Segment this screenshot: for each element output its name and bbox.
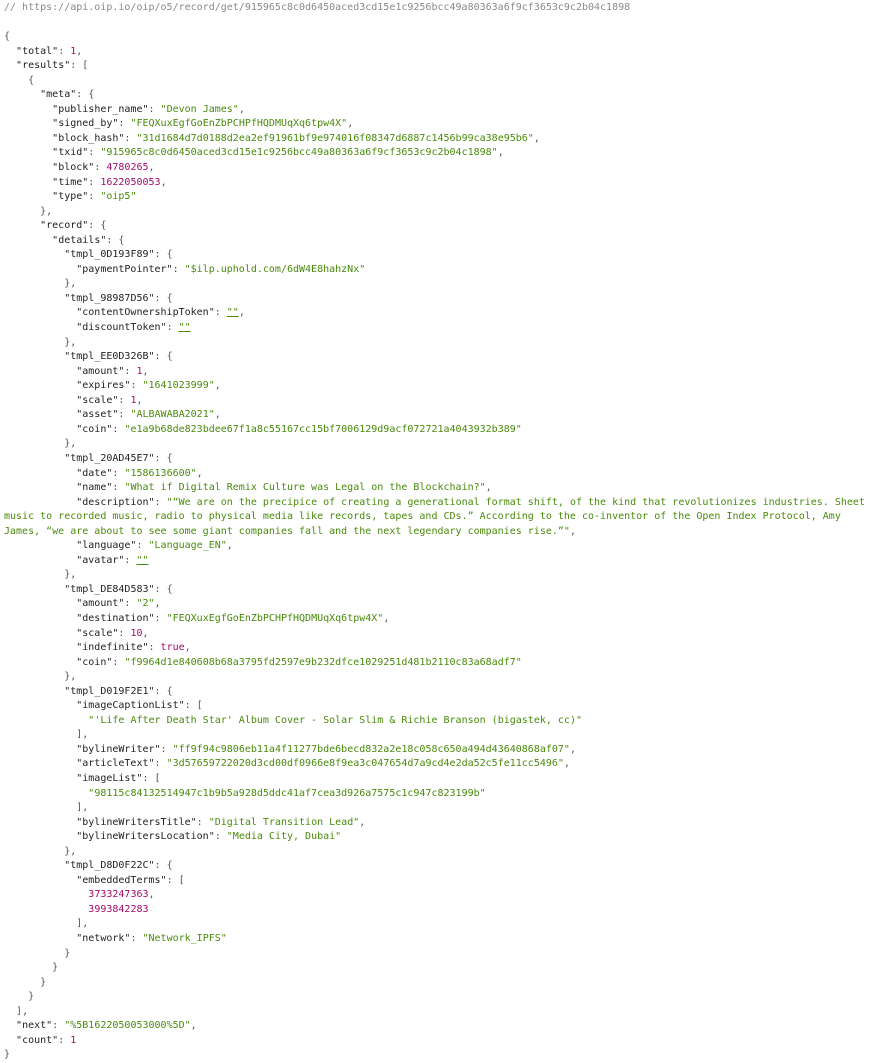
- json-punctuation: ,: [383, 612, 390, 624]
- json-punctuation: ,: [214, 409, 221, 421]
- json-key: "discountToken": [76, 322, 167, 334]
- json-string-value: "98115c84132514947c1b9b5a928d5ddc41af7cea3d926a7575c1c947c823199b": [88, 787, 486, 799]
- json-line: [4, 423, 876, 438]
- fold-toggle[interactable]: [: [196, 700, 203, 712]
- json-punctuation: :: [154, 860, 167, 872]
- json-key: "tmpl_D019F2E1": [64, 685, 155, 697]
- json-line: [4, 888, 876, 903]
- json-punctuation: :: [106, 234, 119, 246]
- json-line: [4, 743, 876, 758]
- json-key: "amount": [76, 598, 125, 610]
- json-key: "tmpl_D8D0F22C": [64, 860, 155, 872]
- json-punctuation: :: [118, 118, 131, 130]
- json-punctuation: :: [58, 45, 71, 57]
- json-line: [4, 190, 876, 205]
- json-line: [4, 117, 876, 132]
- json-line: [4, 350, 876, 365]
- json-line: [4, 277, 876, 292]
- json-number-value: 1: [130, 394, 137, 406]
- json-punctuation: ,: [82, 729, 89, 741]
- json-punctuation: :: [214, 307, 227, 319]
- json-key: "details": [52, 234, 107, 246]
- json-line: [4, 248, 876, 263]
- json-key: "paymentPointer": [76, 263, 173, 275]
- json-punctuation: ,: [154, 598, 161, 610]
- fold-toggle[interactable]: ]: [16, 1005, 23, 1017]
- json-punctuation: :: [172, 263, 185, 275]
- fold-toggle[interactable]: {: [166, 292, 173, 304]
- json-line: [4, 568, 876, 583]
- json-string-value: "": [178, 322, 191, 334]
- json-punctuation: :: [124, 598, 137, 610]
- json-punctuation: :: [124, 365, 137, 377]
- json-line: [4, 859, 876, 874]
- fold-toggle[interactable]: {: [166, 860, 173, 872]
- fold-toggle[interactable]: }: [64, 845, 71, 857]
- json-line: [4, 1005, 876, 1020]
- json-key: "imageList": [76, 772, 143, 784]
- json-punctuation: :: [154, 292, 167, 304]
- json-punctuation: ,: [70, 671, 77, 683]
- json-string-value: "Media City, Dubai": [226, 831, 342, 843]
- json-key: "txid": [52, 147, 89, 159]
- fold-toggle[interactable]: }: [52, 962, 59, 974]
- json-line: [4, 627, 876, 642]
- json-line: [4, 219, 876, 234]
- json-punctuation: ,: [46, 205, 53, 217]
- json-punctuation: ,: [148, 162, 155, 174]
- json-key: "tmpl_98987D56": [64, 292, 155, 304]
- fold-toggle[interactable]: {: [4, 31, 11, 43]
- json-punctuation: :: [88, 176, 101, 188]
- json-key: "network": [76, 933, 131, 944]
- fold-toggle[interactable]: ]: [76, 918, 83, 930]
- json-punctuation: :: [136, 540, 149, 552]
- json-key: "embeddedTerms": [76, 874, 167, 886]
- json-key: "results": [16, 60, 71, 72]
- json-punctuation: ,: [184, 642, 191, 654]
- json-punctuation: :: [112, 467, 125, 479]
- json-string-value: "'Life After Death Star' Album Cover - Solar Slim & Richie Branson (bigastek, cc)": [88, 714, 582, 726]
- json-key: "type": [52, 191, 89, 203]
- json-line: [4, 1034, 876, 1049]
- json-line: [4, 132, 876, 147]
- json-number-value: 3733247363: [88, 889, 149, 901]
- json-line: [4, 656, 876, 671]
- json-string-value: "ALBAWABA2021": [130, 409, 215, 421]
- json-key: "publisher_name": [52, 103, 149, 115]
- fold-toggle[interactable]: {: [166, 351, 173, 363]
- fold-toggle[interactable]: }: [64, 569, 71, 581]
- fold-toggle[interactable]: }: [64, 671, 71, 683]
- json-key: "coin": [76, 423, 113, 435]
- json-line: [4, 554, 876, 569]
- json-line: [4, 379, 876, 394]
- json-key: "coin": [76, 656, 113, 668]
- json-line: [4, 467, 876, 482]
- json-line: [4, 336, 876, 351]
- json-punctuation: :: [154, 685, 167, 697]
- json-key: "tmpl_EE0D326B": [64, 351, 155, 363]
- json-punctuation: :: [130, 380, 143, 392]
- json-string-value: "915965c8c0d6450aced3cd15e1c9256bcc49a80363a6f9cf3653c9c2b04c1898": [100, 147, 498, 159]
- json-line: [4, 161, 876, 176]
- json-line: [4, 88, 876, 103]
- json-punctuation: :: [142, 772, 155, 784]
- json-key: "articleText": [76, 758, 155, 770]
- json-boolean-value: true: [160, 642, 185, 654]
- fold-toggle[interactable]: }: [4, 1049, 11, 1061]
- json-number-value: 10: [130, 627, 143, 639]
- json-punctuation: ,: [142, 365, 149, 377]
- json-punctuation: :: [148, 642, 161, 654]
- json-punctuation: :: [94, 162, 107, 174]
- json-punctuation: :: [118, 409, 131, 421]
- json-line: [4, 612, 876, 627]
- json-punctuation: :: [160, 743, 173, 755]
- json-line: [4, 641, 876, 656]
- fold-toggle[interactable]: {: [100, 220, 107, 232]
- json-punctuation: ,: [148, 889, 155, 901]
- json-punctuation: ,: [226, 540, 233, 552]
- json-string-value: "What if Digital Remix Culture was Legal on the Blockchain?": [124, 482, 486, 494]
- json-number-value: 1: [136, 365, 143, 377]
- fold-toggle[interactable]: }: [64, 947, 71, 959]
- json-number-value: 1622050053: [100, 176, 161, 188]
- json-punctuation: :: [196, 816, 209, 828]
- json-punctuation: :: [154, 452, 167, 464]
- json-punctuation: :: [124, 554, 137, 566]
- json-punctuation: :: [154, 496, 167, 508]
- fold-toggle[interactable]: }: [40, 976, 47, 988]
- json-line: [4, 292, 876, 307]
- json-line: [4, 917, 876, 932]
- fold-toggle[interactable]: [: [154, 772, 161, 784]
- fold-toggle[interactable]: }: [28, 991, 35, 1003]
- fold-toggle[interactable]: ]: [76, 802, 83, 814]
- json-string-value: "f9964d1e840608b68a3795fd2597e9b232dfce1029251d481b2110c83a68adf7": [124, 656, 522, 668]
- json-line: [4, 670, 876, 685]
- json-punctuation: ,: [563, 758, 570, 770]
- json-punctuation: ,: [76, 45, 83, 57]
- json-line: [4, 103, 876, 118]
- json-punctuation: ,: [497, 147, 504, 159]
- json-key: "scale": [76, 394, 119, 406]
- json-punctuation: ,: [347, 118, 354, 130]
- json-key: "avatar": [76, 554, 125, 566]
- json-punctuation: :: [154, 758, 167, 770]
- json-line: [4, 816, 876, 831]
- json-punctuation: :: [88, 147, 101, 159]
- json-punctuation: :: [154, 249, 167, 261]
- json-string-value: "“We are on the precipice of creating a generational format shift, of the kind that revolutionizes industries. Sheet music to recorded music, radio to physical media like records, tapes and CDs.” According to the co-inventor of the Open Index Protocol, Amy James, “we are about to see some giant companies fall and the next legendary companies rise.”": [4, 496, 871, 537]
- fold-toggle[interactable]: {: [118, 234, 125, 246]
- fold-toggle[interactable]: {: [166, 583, 173, 595]
- json-line: [4, 685, 876, 700]
- json-string-value: "FEQXuxEgfGoEnZbPCHPfHQDMUqXq6tpw4X": [166, 612, 384, 624]
- json-key: "tmpl_20AD45E7": [64, 452, 155, 464]
- json-punctuation: :: [70, 60, 83, 72]
- json-key: "tmpl_DE84D583": [64, 583, 155, 595]
- json-string-value: "": [226, 307, 239, 319]
- json-punctuation: ,: [485, 482, 492, 494]
- json-key: "asset": [76, 409, 119, 421]
- json-punctuation: :: [76, 89, 89, 101]
- json-key: "bylineWriter": [76, 743, 161, 755]
- json-key: "indefinite": [76, 642, 149, 654]
- json-string-value: "Digital Transition Lead": [208, 816, 360, 828]
- json-string-value: "": [136, 554, 149, 566]
- json-punctuation: :: [154, 612, 167, 624]
- json-line: [4, 903, 876, 918]
- fold-toggle[interactable]: ]: [76, 729, 83, 741]
- json-line: [4, 845, 876, 860]
- json-line: [4, 30, 876, 45]
- json-tree: [4, 30, 876, 1063]
- json-string-value: "31d1684d7d0188d2ea2ef91961bf9e974016f08347d6887c1456b99ca38e95b6": [136, 132, 534, 144]
- json-line: [4, 597, 876, 612]
- json-punctuation: ,: [238, 307, 245, 319]
- json-key: "bylineWritersTitle": [76, 816, 197, 828]
- json-line: [4, 234, 876, 249]
- request-url-comment: // https://api.oip.io/oip/o5/record/get/915965c8c0d6450aced3cd15e1c9256bcc49a80363a6f9cf3653c9c2b04c1898: [4, 2, 631, 13]
- json-punctuation: ,: [190, 1020, 197, 1032]
- json-string-value: "1586136600": [124, 467, 197, 479]
- json-line: [4, 539, 876, 554]
- json-key: "expires": [76, 380, 131, 392]
- fold-toggle[interactable]: }: [64, 336, 71, 348]
- json-punctuation: :: [58, 1034, 71, 1046]
- json-punctuation: :: [112, 482, 125, 494]
- json-line: [4, 263, 876, 278]
- json-string-value: "ff9f94c9806eb11a4f11277bde6becd832a2e18c058c650a494d43640868af07": [172, 743, 570, 755]
- json-string-value: "oip5": [100, 191, 137, 203]
- json-line: [4, 408, 876, 423]
- json-key: "block_hash": [52, 132, 125, 144]
- json-punctuation: ,: [70, 438, 77, 450]
- json-punctuation: ,: [533, 132, 540, 144]
- json-punctuation: :: [124, 132, 137, 144]
- json-key: "language": [76, 540, 137, 552]
- json-punctuation: ,: [82, 802, 89, 814]
- fold-toggle[interactable]: {: [166, 249, 173, 261]
- json-line: [4, 990, 876, 1005]
- json-key: "block": [52, 162, 95, 174]
- fold-toggle[interactable]: {: [28, 74, 35, 86]
- json-line: [4, 1019, 876, 1034]
- json-line: [4, 176, 876, 191]
- json-string-value: "Language_EN": [148, 540, 227, 552]
- json-string-value: "3d57659722020d3cd00df0966e8f9ea3c047654d7a9cd4e2da52c5fe11cc5496": [166, 758, 564, 770]
- json-punctuation: :: [214, 831, 227, 843]
- json-string-value: "%5B1622050053000%5D": [64, 1020, 191, 1032]
- json-line: [4, 481, 876, 496]
- json-punctuation: ,: [569, 525, 576, 537]
- json-punctuation: :: [166, 874, 179, 886]
- json-line: [4, 394, 876, 409]
- json-punctuation: ,: [136, 394, 143, 406]
- fold-toggle[interactable]: {: [166, 452, 173, 464]
- json-line: [4, 321, 876, 336]
- json-punctuation: ,: [70, 569, 77, 581]
- json-line: [4, 583, 876, 598]
- fold-toggle[interactable]: }: [64, 278, 71, 290]
- json-line: [4, 874, 876, 889]
- json-line: [4, 59, 876, 74]
- fold-toggle[interactable]: }: [40, 205, 47, 217]
- json-key: "scale": [76, 627, 119, 639]
- json-number-value: 1: [70, 1034, 77, 1046]
- json-line: [4, 45, 876, 60]
- json-key: "total": [16, 45, 59, 57]
- json-number-value: 3993842283: [88, 903, 149, 915]
- json-string-value: "FEQXuxEgfGoEnZbPCHPfHQDMUqXq6tpw4X": [130, 118, 348, 130]
- json-line: [4, 961, 876, 976]
- json-line: [4, 205, 876, 220]
- json-punctuation: :: [154, 583, 167, 595]
- json-key: "date": [76, 467, 113, 479]
- json-line: [4, 787, 876, 802]
- json-line: [4, 306, 876, 321]
- json-line: [4, 496, 876, 540]
- json-string-value: "Devon James": [160, 103, 239, 115]
- json-line: [4, 830, 876, 845]
- json-punctuation: :: [148, 103, 161, 115]
- fold-toggle[interactable]: [: [178, 874, 185, 886]
- json-line: [4, 146, 876, 161]
- json-string-value: "e1a9b68de823bdee67f1a8c55167cc15bf7006129d9acf072721a4043932b389": [124, 423, 522, 435]
- json-key: "tmpl_0D193F89": [64, 249, 155, 261]
- json-line: [4, 699, 876, 714]
- json-key: "next": [16, 1020, 53, 1032]
- json-punctuation: ,: [70, 278, 77, 290]
- json-punctuation: ,: [569, 743, 576, 755]
- json-punctuation: :: [154, 351, 167, 363]
- json-number-value: 4780265: [106, 162, 149, 174]
- fold-toggle[interactable]: }: [64, 438, 71, 450]
- json-punctuation: :: [118, 627, 131, 639]
- json-key: "signed_by": [52, 118, 119, 130]
- json-key: "meta": [40, 89, 77, 101]
- json-punctuation: :: [88, 191, 101, 203]
- json-number-value: 1: [70, 45, 77, 57]
- json-key: "bylineWritersLocation": [76, 831, 215, 843]
- json-line: [4, 932, 876, 947]
- json-line: [4, 801, 876, 816]
- json-punctuation: :: [112, 656, 125, 668]
- json-punctuation: :: [184, 700, 197, 712]
- json-string-value: "2": [136, 598, 155, 610]
- json-key: "record": [40, 220, 89, 232]
- json-string-value: "Network_IPFS": [142, 933, 227, 944]
- json-line: [4, 365, 876, 380]
- json-line: [4, 772, 876, 787]
- json-punctuation: ,: [214, 380, 221, 392]
- json-punctuation: ,: [142, 627, 149, 639]
- json-line: [4, 452, 876, 467]
- json-line: [4, 757, 876, 772]
- json-key: "imageCaptionList": [76, 700, 185, 712]
- json-line: [4, 437, 876, 452]
- json-key: "name": [76, 482, 113, 494]
- json-key: "contentOwnershipToken": [76, 307, 215, 319]
- json-punctuation: :: [118, 394, 131, 406]
- json-punctuation: ,: [22, 1005, 29, 1017]
- json-punctuation: :: [112, 423, 125, 435]
- json-key: "description": [76, 496, 155, 508]
- json-punctuation: :: [88, 220, 101, 232]
- json-key: "destination": [76, 612, 155, 624]
- json-string-value: "$ilp.uphold.com/6dW4E8hahzNx": [184, 263, 366, 275]
- fold-toggle[interactable]: [: [82, 60, 89, 72]
- json-line: [4, 728, 876, 743]
- json-punctuation: ,: [160, 176, 167, 188]
- json-string-value: "1641023999": [142, 380, 215, 392]
- json-key: "amount": [76, 365, 125, 377]
- json-key: "time": [52, 176, 89, 188]
- fold-toggle[interactable]: {: [88, 89, 95, 101]
- json-punctuation: ,: [82, 918, 89, 930]
- json-punctuation: ,: [70, 845, 77, 857]
- fold-toggle[interactable]: {: [166, 685, 173, 697]
- json-punctuation: ,: [196, 467, 203, 479]
- json-line: [4, 714, 876, 729]
- json-punctuation: ,: [70, 336, 77, 348]
- json-punctuation: :: [130, 933, 143, 944]
- json-punctuation: :: [52, 1020, 65, 1032]
- json-line: [4, 947, 876, 962]
- json-key: "count": [16, 1034, 59, 1046]
- json-punctuation: ,: [238, 103, 245, 115]
- json-punctuation: ,: [359, 816, 366, 828]
- json-line: [4, 74, 876, 89]
- blank-line: [4, 16, 876, 31]
- json-punctuation: :: [166, 322, 179, 334]
- json-line: [4, 976, 876, 991]
